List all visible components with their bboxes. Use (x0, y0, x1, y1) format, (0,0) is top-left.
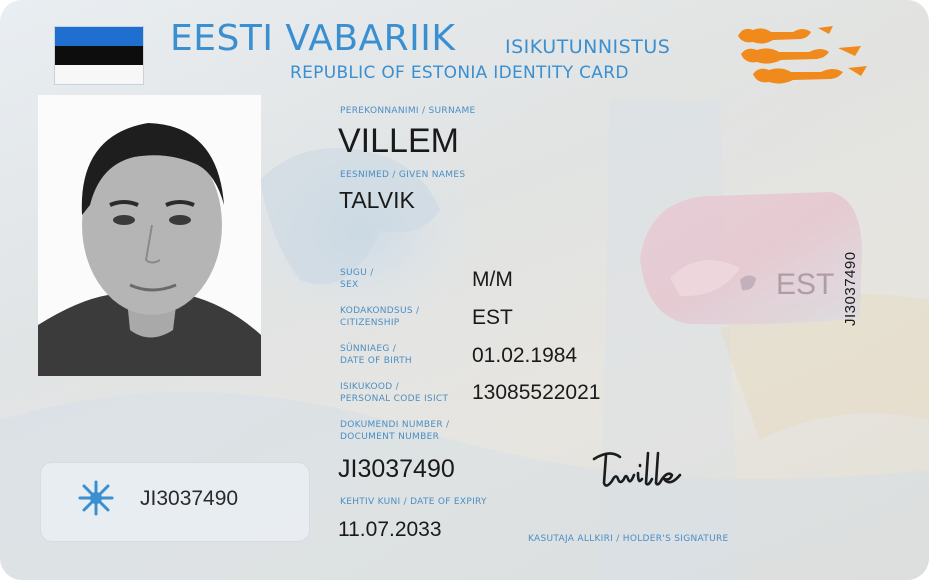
coat-of-arms-lions-icon (733, 24, 871, 90)
dob-label-en: DATE OF BIRTH (340, 356, 412, 366)
expiry-value: 11.07.2033 (338, 518, 442, 541)
document-number-value: JI3037490 (338, 455, 455, 483)
personal-code-label-en: PERSONAL CODE ISICT (340, 394, 449, 404)
ghost-image-hologram (630, 188, 866, 328)
document-number-label-en: DOCUMENT NUMBER (340, 432, 440, 442)
country-title: EESTI VABARIIK (170, 18, 456, 59)
cornflower-emblem-icon (76, 478, 116, 518)
citizenship-value: EST (472, 306, 513, 329)
dob-value: 01.02.1984 (472, 344, 578, 367)
citizenship-label-et: KODAKONDSUS / (340, 306, 420, 316)
signature-label: KASUTAJA ALLKIRI / HOLDER'S SIGNATURE (528, 534, 729, 544)
surname-label: PEREKONNANIMI / SURNAME (340, 106, 476, 116)
holder-signature (590, 445, 700, 495)
document-type-en: REPUBLIC OF ESTONIA IDENTITY CARD (290, 63, 629, 83)
sex-label-et: SUGU / (340, 268, 374, 278)
surname-value: VILLEM (338, 122, 459, 160)
dob-label-et: SÜNNIAEG / (340, 344, 397, 354)
given-names-label: EESNIMED / GIVEN NAMES (340, 170, 466, 180)
document-type-et: ISIKUTUNNISTUS (505, 36, 671, 58)
sex-value: M/M (472, 268, 513, 291)
ghost-est-text: EST (776, 268, 835, 301)
chip-document-number: JI3037490 (140, 487, 239, 510)
holder-photo (38, 95, 261, 376)
document-number-label-et: DOKUMENDI NUMBER / (340, 420, 450, 430)
expiry-label: KEHTIV KUNI / DATE OF EXPIRY (340, 497, 487, 507)
sex-label-en: SEX (340, 280, 359, 290)
estonian-flag-icon (55, 27, 143, 84)
vertical-document-number: JI3037490 (842, 251, 859, 326)
citizenship-label-en: CITIZENSHIP (340, 318, 400, 328)
given-names-value: TALVIK (339, 187, 415, 213)
personal-code-value: 13085522021 (472, 381, 601, 404)
personal-code-label-et: ISIKUKOOD / (340, 382, 399, 392)
